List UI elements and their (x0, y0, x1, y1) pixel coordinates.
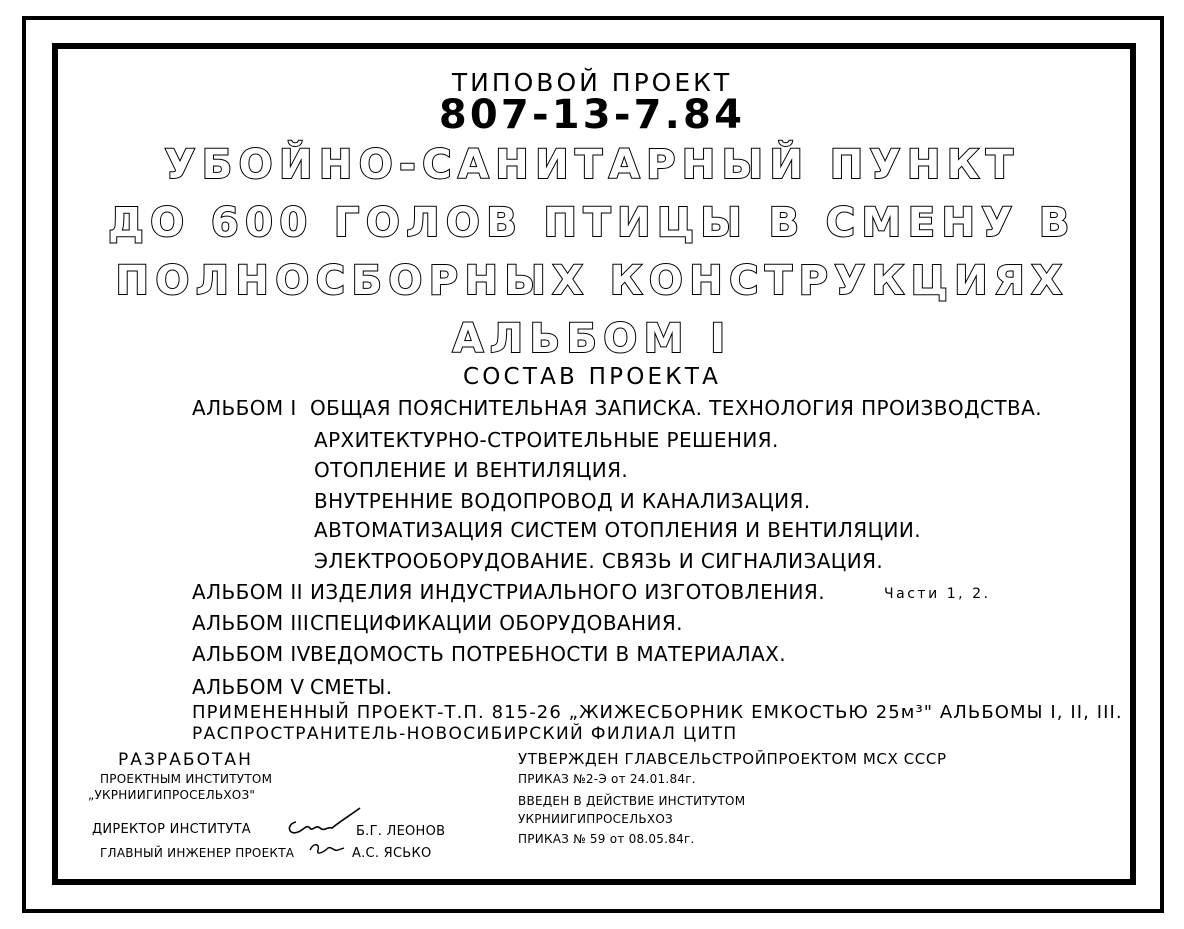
album-item: ОТОПЛЕНИЕ И ВЕНТИЛЯЦИЯ. (314, 458, 629, 482)
album-2-note: Части 1, 2. (884, 586, 991, 602)
album-label: АЛЬБОМ III (192, 611, 310, 635)
album-item: ЭЛЕКТРООБОРУДОВАНИЕ. СВЯЗЬ И СИГНАЛИЗАЦИЯ. (314, 549, 884, 573)
album-item: ОБЩАЯ ПОЯСНИТЕЛЬНАЯ ЗАПИСКА. ТЕХНОЛОГИЯ ПРОИЗВОДСТВА. (310, 396, 1042, 420)
approval-order-2: ПРИКАЗ № 59 от 08.05.84г. (518, 832, 695, 846)
album-item: АРХИТЕКТУРНО-СТРОИТЕЛЬНЫЕ РЕШЕНИЯ. (314, 428, 779, 452)
approval-line-3: УКРНИИГИПРОСЕЛЬХОЗ (518, 812, 673, 826)
director-signature (282, 806, 362, 842)
developer-line-2: „УКРНИИГИПРОСЕЛЬХОЗ" (88, 788, 256, 802)
album-label: АЛЬБОМ II (192, 580, 303, 604)
album-label: АЛЬБОМ IV (192, 642, 311, 666)
album-label: АЛЬБОМ I (192, 396, 297, 420)
applied-project: ПРИМЕНЕННЫЙ ПРОЕКТ-Т.П. 815-26 „ЖИЖЕСБОРНИК ЕМКОСТЬЮ 25м³" АЛЬБОМЫ I, II, III. (192, 702, 1123, 723)
album-item: АВТОМАТИЗАЦИЯ СИСТЕМ ОТОПЛЕНИЯ И ВЕНТИЛЯЦИИ. (314, 518, 921, 542)
distributor: РАСПРОСТРАНИТЕЛЬ-НОВОСИБИРСКИЙ ФИЛИАЛ ЦИТП (192, 724, 738, 744)
album-3-row (192, 611, 683, 635)
title-line-1: УБОЙНО-САНИТАРНЫЙ ПУНКТ (164, 142, 1020, 188)
album-5-row (192, 675, 392, 699)
album-item: ВЕДОМОСТЬ ПОТРЕБНОСТИ В МАТЕРИАЛАХ. (310, 642, 787, 666)
developer-heading: РАЗРАБОТАН (118, 750, 253, 770)
developer-line-1: ПРОЕКТНЫМ ИНСТИТУТОМ (100, 772, 273, 786)
album-1-row (192, 396, 1042, 420)
title-line-3: ПОЛНОСБОРНЫХ КОНСТРУКЦИЯХ (115, 258, 1069, 304)
album-item: ИЗДЕЛИЯ ИНДУСТРИАЛЬНОГО ИЗГОТОВЛЕНИЯ. (310, 580, 825, 604)
album-title: АЛЬБОМ I (452, 316, 732, 362)
album-label: АЛЬБОМ V (192, 675, 305, 699)
chief-engineer-name: А.С. ЯСЬКО (352, 846, 432, 861)
chief-engineer-label: ГЛАВНЫЙ ИНЖЕНЕР ПРОЕКТА (100, 846, 295, 860)
album-item: СПЕЦИФИКАЦИИ ОБОРУДОВАНИЯ. (310, 611, 683, 635)
composition-heading: СОСТАВ ПРОЕКТА (462, 364, 722, 390)
director-label: ДИРЕКТОР ИНСТИТУТА (92, 822, 251, 837)
approval-heading: УТВЕРЖДЕН ГЛАВСЕЛЬСТРОЙПРОЕКТОМ МСХ СССР (518, 750, 947, 768)
title-line-2: ДО 600 ГОЛОВ ПТИЦЫ В СМЕНУ В (108, 200, 1076, 246)
approval-line-2: ВВЕДЕН В ДЕЙСТВИЕ ИНСТИТУТОМ (518, 794, 746, 808)
chief-engineer-signature (306, 838, 346, 860)
album-item: СМЕТЫ. (310, 675, 393, 699)
album-2-row (192, 580, 825, 604)
project-number: 807-13-7.84 (438, 92, 746, 138)
project-type: ТИПОВОЙ ПРОЕКТ (451, 68, 733, 97)
director-name: Б.Г. ЛЕОНОВ (356, 824, 446, 839)
approval-order-1: ПРИКАЗ №2-Э от 24.01.84г. (518, 772, 696, 786)
album-4-row (192, 642, 786, 666)
album-item: ВНУТРЕННИЕ ВОДОПРОВОД И КАНАЛИЗАЦИЯ. (314, 489, 811, 513)
